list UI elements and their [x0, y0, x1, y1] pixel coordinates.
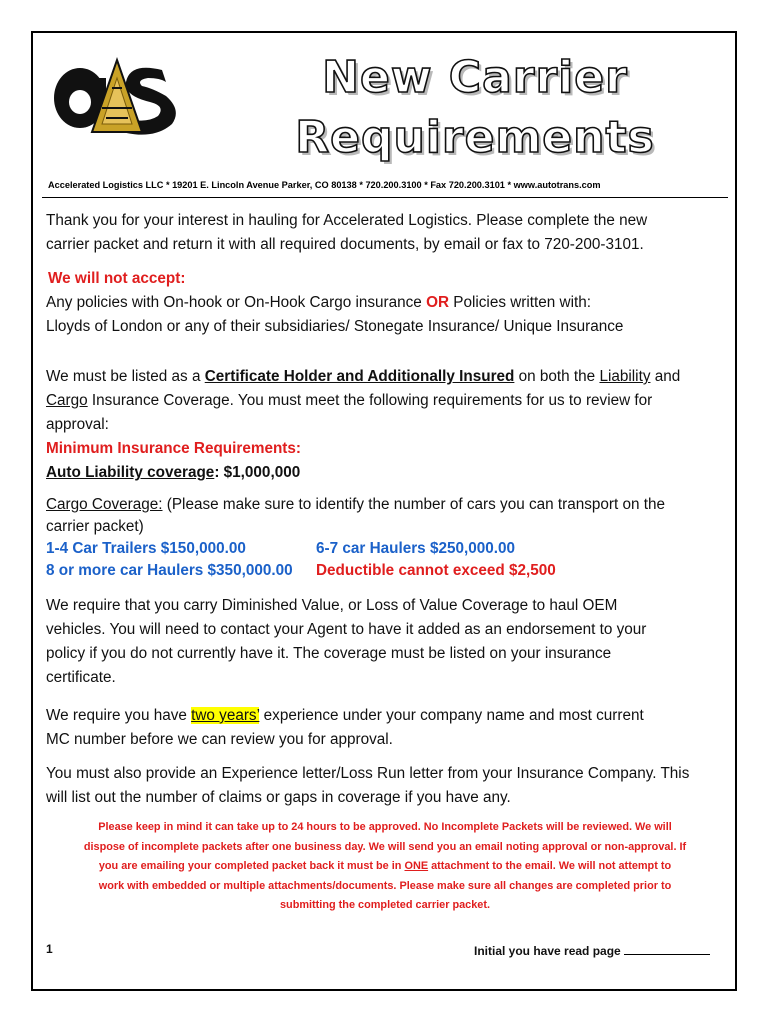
listed-line-1: [46, 365, 726, 389]
processing-note: [46, 818, 724, 916]
experience-line-2: MC number before we can review you for approval.: [46, 731, 393, 748]
two-years-highlight: two years’: [191, 707, 260, 724]
deductible-limit: Deductible cannot exceed $2,500: [316, 562, 556, 579]
cargo-underlined: Cargo: [46, 392, 88, 409]
cargo-item-8-plus-haulers: 8 or more car Haulers $350,000.00: [46, 562, 293, 579]
diminished-line-1: We require that you carry Diminished Value, or Loss of Value Coverage to haul OEM: [46, 597, 618, 614]
not-accept-line-2: Lloyds of London or any of their subsidiaries/ Stonegate Insurance/ Unique Insurance: [46, 318, 624, 335]
cargo-text-1: (Please make sure to identify the number of cars you can transport on the: [162, 496, 666, 513]
cargo-section: [46, 494, 726, 582]
cargo-line-2: carrier packet): [46, 518, 144, 535]
cargo-row-1: [46, 538, 726, 560]
note-line-3: [46, 857, 724, 877]
note-line-1: Please keep in mind it can take up to 24 hours to be approved. No Incomplete Packets will be reviewed. We will: [98, 821, 672, 833]
intro-line-2: carrier packet and return it with all required documents, by email or fax to 720-200-3101.: [46, 236, 644, 253]
cargo-line-1: [46, 494, 726, 516]
company-address: Accelerated Logistics LLC * 19201 E. Lincoln Avenue Parker, CO 80138 * 720.200.3100 * Fax 720.200.3101 * www.autotrans.com: [48, 180, 601, 190]
note-text-3c: attachment to the email. We will not attempt to: [428, 860, 672, 872]
diminished-value-paragraph: [46, 594, 726, 690]
not-accept-heading: We will not accept:: [48, 270, 186, 287]
company-logo: [50, 48, 185, 138]
cargo-coverage-label: Cargo Coverage:: [46, 496, 163, 513]
one-attachment-emphasis: ONE: [404, 860, 429, 872]
note-line-5: submitting the completed carrier packet.: [279, 899, 490, 911]
listed-line-3: approval:: [46, 416, 109, 433]
loss-run-paragraph: [46, 762, 726, 810]
cargo-item-6-7-haulers: 6-7 car Haulers $250,000.00: [316, 540, 516, 557]
auto-liability-line: [46, 461, 726, 485]
diminished-line-4: certificate.: [46, 669, 116, 686]
note-text-3a: you are emailing your completed packet back it must be in: [98, 860, 405, 872]
not-accept-text-2: Policies written with:: [449, 294, 591, 311]
not-accept-line-1: [46, 291, 726, 315]
diminished-line-3: policy if you do not currently have it. The coverage must be listed on your insurance: [46, 645, 612, 662]
listed-text-g: Insurance Coverage. You must meet the following requirements for us to review for: [87, 392, 653, 409]
diminished-line-2: vehicles. You will need to contact your Agent to have it added as an endorsement to your: [46, 621, 647, 638]
auto-liability-label: Auto Liability coverage: [46, 464, 215, 481]
loss-run-line-1: You must also provide an Experience letter/Loss Run letter from your Insurance Company. This: [46, 765, 690, 782]
title-line-1: New Carrier: [322, 52, 628, 103]
initial-prompt: [474, 942, 710, 958]
experience-text-c: experience under your company name and most current: [259, 707, 644, 724]
listed-text-c: on both the: [514, 368, 600, 385]
note-line-4: work with embedded or multiple attachments/documents. Please make sure all changes are completed prior to: [98, 879, 672, 892]
intro-paragraph: [46, 209, 726, 257]
certificate-holder-emphasis: Certificate Holder and Additionally Insured: [204, 368, 515, 385]
listed-paragraph: [46, 365, 726, 485]
experience-line-1: [46, 704, 726, 728]
header-divider: [42, 197, 728, 198]
listed-text-e: and: [650, 368, 681, 385]
intro-line-1: Thank you for your interest in hauling for Accelerated Logistics. Please complete the new: [46, 212, 648, 229]
liability-underlined: Liability: [599, 368, 651, 385]
experience-text-a: We require you have: [46, 707, 192, 724]
min-insurance-heading: Minimum Insurance Requirements:: [46, 440, 301, 457]
note-line-2: dispose of incomplete packets after one business day. We will send you an email noting approval or non-approval. If: [83, 840, 687, 853]
not-accept-section: [46, 267, 726, 339]
initial-label: Initial you have read page: [474, 944, 625, 958]
initial-signature-line[interactable]: [624, 942, 710, 955]
cargo-row-2: [46, 560, 726, 582]
cargo-item-1-4-trailers: 1-4 Car Trailers $150,000.00: [46, 540, 246, 557]
page-number: 1: [46, 942, 53, 956]
listed-line-2: [46, 389, 726, 413]
loss-run-line-2: will list out the number of claims or gaps in coverage if you have any.: [46, 789, 511, 806]
not-accept-text: Any policies with On-hook or On-Hook Cargo insurance: [46, 294, 427, 311]
or-emphasis: OR: [426, 294, 450, 311]
experience-paragraph: [46, 704, 726, 752]
auto-liability-value: : $1,000,000: [214, 464, 301, 481]
title-line-2: Requirements: [295, 112, 655, 163]
listed-text-a: We must be listed as a: [46, 368, 205, 385]
